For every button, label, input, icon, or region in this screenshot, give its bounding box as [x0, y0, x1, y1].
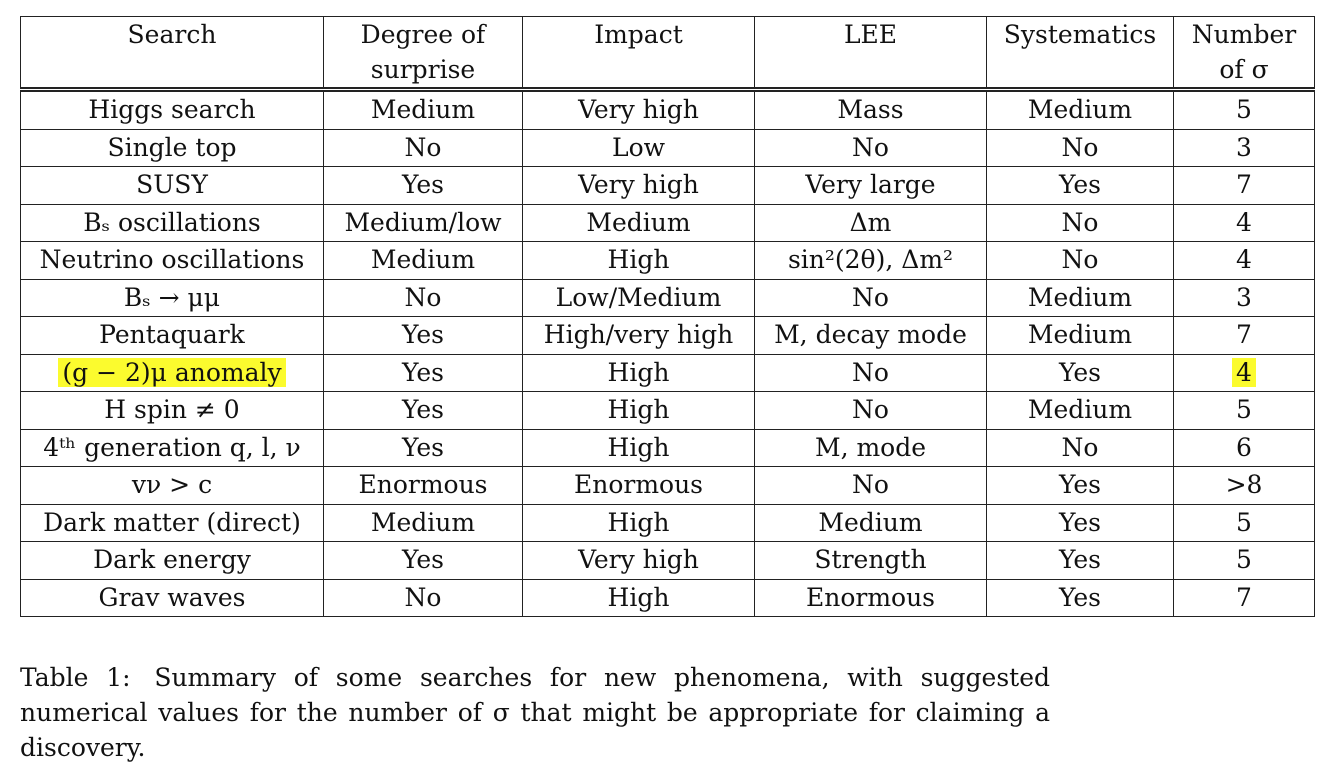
- cell-impact: Low: [523, 129, 755, 167]
- cell-systematics: No: [987, 242, 1174, 280]
- header-impact: Impact: [523, 17, 755, 90]
- cell-lee: No: [755, 354, 987, 392]
- cell-search: Dark energy: [21, 542, 324, 580]
- table-row: [21, 167, 1315, 205]
- table-row: [21, 242, 1315, 280]
- cell-impact: Medium: [523, 204, 755, 242]
- table-row: [21, 542, 1315, 580]
- cell-number-of-sigma: 5: [1174, 542, 1315, 580]
- cell-systematics: No: [987, 429, 1174, 467]
- cell-impact: High: [523, 429, 755, 467]
- caption-label: Table 1:: [20, 663, 131, 692]
- cell-search: Higgs search: [21, 90, 324, 130]
- cell-lee: No: [755, 279, 987, 317]
- highlighted-text: 4: [1232, 358, 1256, 387]
- table-row: [21, 467, 1315, 505]
- cell-impact: High: [523, 354, 755, 392]
- cell-degree-of-surprise: No: [324, 579, 523, 617]
- cell-lee: Strength: [755, 542, 987, 580]
- cell-systematics: Yes: [987, 542, 1174, 580]
- cell-impact: Enormous: [523, 467, 755, 505]
- cell-impact: High/very high: [523, 317, 755, 355]
- cell-lee: Very large: [755, 167, 987, 205]
- header-systematics: Systematics: [987, 17, 1174, 90]
- cell-lee: M, decay mode: [755, 317, 987, 355]
- cell-impact: Low/Medium: [523, 279, 755, 317]
- table-row: [21, 129, 1315, 167]
- cell-impact: High: [523, 504, 755, 542]
- cell-systematics: Yes: [987, 467, 1174, 505]
- highlighted-text: (g − 2)μ anomaly: [58, 358, 285, 387]
- searches-table: [20, 16, 1315, 617]
- cell-search: Grav waves: [21, 579, 324, 617]
- cell-search: H spin ≠ 0: [21, 392, 324, 430]
- cell-degree-of-surprise: Yes: [324, 392, 523, 430]
- cell-number-of-sigma: [1174, 354, 1315, 392]
- table-body: [21, 90, 1315, 617]
- cell-search: Neutrino oscillations: [21, 242, 324, 280]
- cell-systematics: Yes: [987, 504, 1174, 542]
- cell-degree-of-surprise: Enormous: [324, 467, 523, 505]
- cell-number-of-sigma: 3: [1174, 279, 1315, 317]
- cell-impact: High: [523, 392, 755, 430]
- cell-systematics: Medium: [987, 392, 1174, 430]
- cell-number-of-sigma: 5: [1174, 392, 1315, 430]
- cell-lee: No: [755, 467, 987, 505]
- table-row: [21, 354, 1315, 392]
- cell-degree-of-surprise: Yes: [324, 167, 523, 205]
- table-row: [21, 279, 1315, 317]
- cell-degree-of-surprise: No: [324, 279, 523, 317]
- cell-number-of-sigma: 5: [1174, 504, 1315, 542]
- cell-impact: Very high: [523, 90, 755, 130]
- cell-search: SUSY: [21, 167, 324, 205]
- table-row: [21, 429, 1315, 467]
- table-row: [21, 204, 1315, 242]
- cell-search: Dark matter (direct): [21, 504, 324, 542]
- table-row: [21, 504, 1315, 542]
- cell-impact: Very high: [523, 167, 755, 205]
- cell-degree-of-surprise: Medium/low: [324, 204, 523, 242]
- cell-systematics: Yes: [987, 354, 1174, 392]
- table-caption: [20, 660, 1050, 765]
- cell-lee: Δm: [755, 204, 987, 242]
- cell-number-of-sigma: 4: [1174, 204, 1315, 242]
- cell-systematics: Yes: [987, 579, 1174, 617]
- cell-degree-of-surprise: Medium: [324, 90, 523, 130]
- cell-search: Bₛ oscillations: [21, 204, 324, 242]
- cell-search: Bₛ → μμ: [21, 279, 324, 317]
- cell-lee: Mass: [755, 90, 987, 130]
- table-header-row: [21, 17, 1315, 90]
- cell-degree-of-surprise: Yes: [324, 542, 523, 580]
- table-row: [21, 90, 1315, 130]
- header-search: Search: [21, 17, 324, 90]
- cell-number-of-sigma: 7: [1174, 579, 1315, 617]
- cell-lee: No: [755, 129, 987, 167]
- cell-degree-of-surprise: Medium: [324, 504, 523, 542]
- results-table-container: [20, 16, 1314, 617]
- cell-degree-of-surprise: Yes: [324, 354, 523, 392]
- cell-lee: No: [755, 392, 987, 430]
- cell-lee: Enormous: [755, 579, 987, 617]
- table-row: [21, 392, 1315, 430]
- cell-number-of-sigma: 7: [1174, 167, 1315, 205]
- cell-number-of-sigma: >8: [1174, 467, 1315, 505]
- cell-number-of-sigma: 7: [1174, 317, 1315, 355]
- cell-search: Pentaquark: [21, 317, 324, 355]
- header-degree-of-surprise: Degree of surprise: [324, 17, 523, 90]
- cell-systematics: Medium: [987, 279, 1174, 317]
- cell-search: vν > c: [21, 467, 324, 505]
- table-row: [21, 579, 1315, 617]
- cell-systematics: No: [987, 129, 1174, 167]
- cell-number-of-sigma: 6: [1174, 429, 1315, 467]
- cell-lee: M, mode: [755, 429, 987, 467]
- cell-degree-of-surprise: Yes: [324, 429, 523, 467]
- cell-systematics: Yes: [987, 167, 1174, 205]
- table-row: [21, 317, 1315, 355]
- header-lee: LEE: [755, 17, 987, 90]
- cell-lee: sin²(2θ), Δm²: [755, 242, 987, 280]
- cell-degree-of-surprise: Yes: [324, 317, 523, 355]
- cell-degree-of-surprise: Medium: [324, 242, 523, 280]
- cell-number-of-sigma: 3: [1174, 129, 1315, 167]
- cell-search: [21, 354, 324, 392]
- cell-search: 4ᵗʰ generation q, l, ν: [21, 429, 324, 467]
- cell-systematics: Medium: [987, 317, 1174, 355]
- cell-degree-of-surprise: No: [324, 129, 523, 167]
- cell-number-of-sigma: 5: [1174, 90, 1315, 130]
- cell-number-of-sigma: 4: [1174, 242, 1315, 280]
- cell-impact: High: [523, 579, 755, 617]
- cell-impact: Very high: [523, 542, 755, 580]
- cell-systematics: Medium: [987, 90, 1174, 130]
- cell-impact: High: [523, 242, 755, 280]
- cell-lee: Medium: [755, 504, 987, 542]
- caption-text: Summary of some searches for new phenomena, with suggested numerical values for the number of σ that might be appropriate for claiming a discovery.: [20, 663, 1051, 762]
- cell-systematics: No: [987, 204, 1174, 242]
- cell-search: Single top: [21, 129, 324, 167]
- header-number-of-sigma: Number of σ: [1174, 17, 1315, 90]
